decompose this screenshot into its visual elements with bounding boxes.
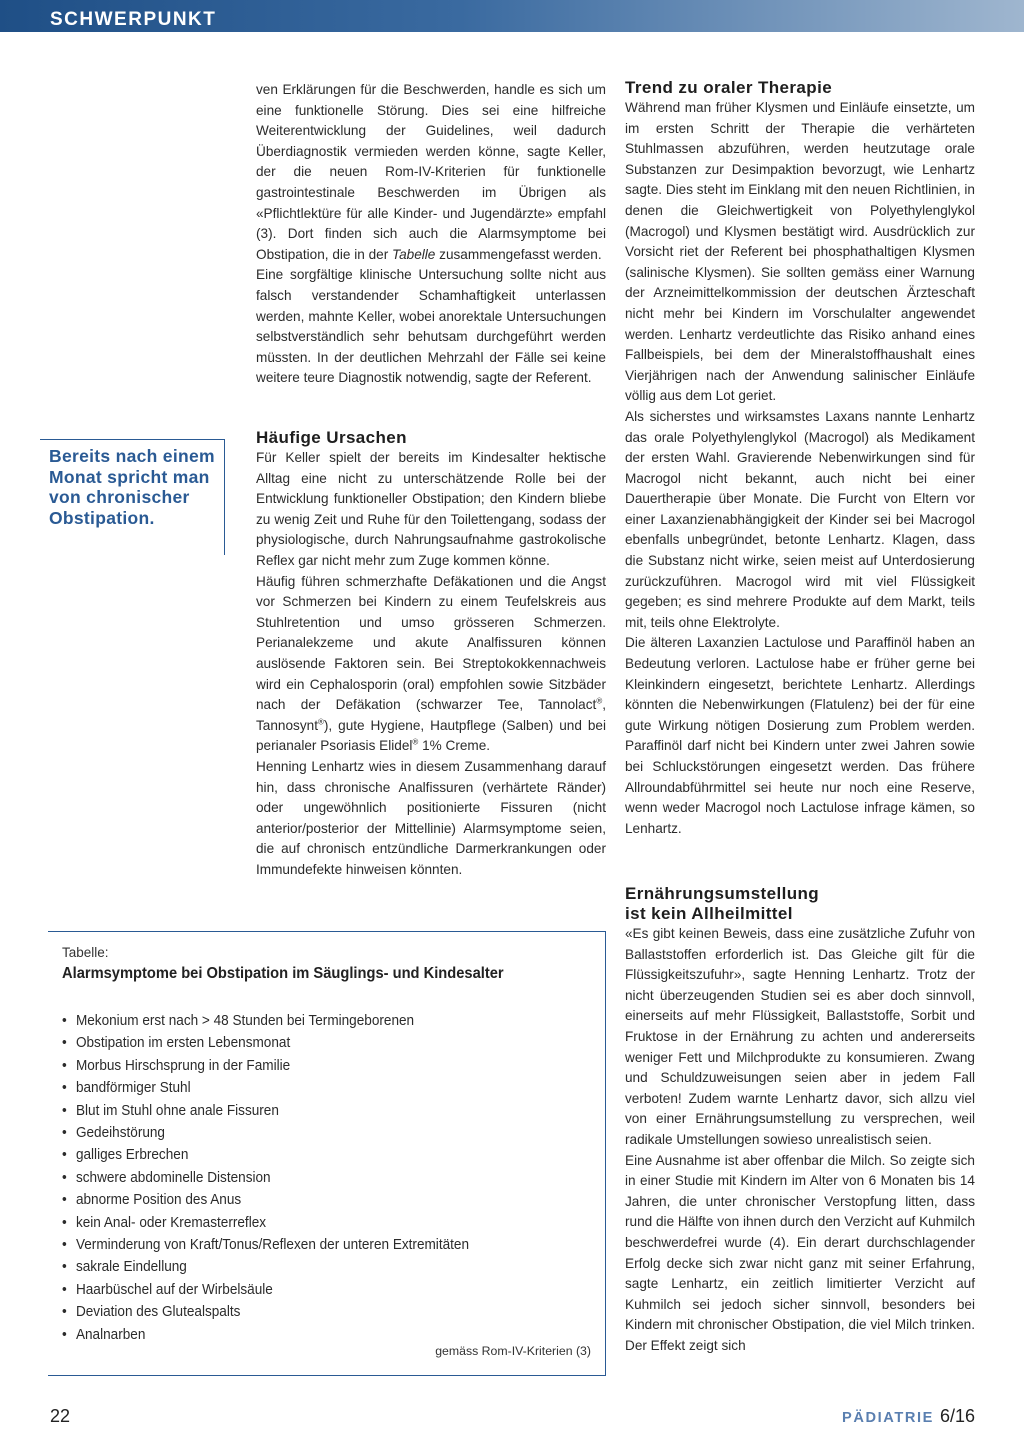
paragraph: Während man früher Klysmen und Einläufe einsetzte, um im ersten Schritt der Therapie die verhärteten Stuhlmassen abzuführen, werden heutzutage orale Substanzen zur Desimpaktion bevorzugt, wie Lenhartz sagte. Dies steht im Einklang mit den neuen Richtlinien, in denen die Gleichwertigkeit von Polyethylenglykol (Macrogol) und Klysmen bestätigt wird. Ausdrücklich zur Vorsicht riet der Referent bei phosphathaltigen Klysmen (salinische Klysmen). Sie sollten gemäss einer Warnung der Arzneimittelkommission der deutschen Ärzteschaft nicht mehr bei Kindern im Vorschulalter angewendet werden. Lenhartz verdeutlichte das Risiko anhand eines Fallbeispiels, bei dem der Mineralstoffhaushalt eines Vierjährigen nach der Anwendung salinischer Einläufe völlig aus dem Lot geriet.: [625, 100, 975, 404]
symptom-list-item: • Morbus Hirschsprung in der Familie: [62, 1055, 555, 1077]
registered-mark: ®: [412, 737, 419, 747]
symptom-list-item: • abnorme Position des Anus: [62, 1189, 555, 1211]
paragraph: Eine sorgfältige klinische Untersuchung sollte nicht aus falsch verstandender Schamhaftigkeit unterlassen werden, mahnte Keller, wobei anorektale Untersuchungen selbstverständlich sehr behutsam durchgeführt werden müssten. In der deutlichen Mehrzahl der Fälle sei keine weitere teure Diagnostik notwendig, sagte der Referent.: [256, 267, 606, 386]
symptom-list-item: • kein Anal- oder Kremasterreflex: [62, 1212, 555, 1234]
symptom-list-item: • Haarbüschel auf der Wirbelsäule: [62, 1279, 555, 1301]
table-caption: Tabelle:: [62, 945, 109, 960]
registered-mark: ®: [596, 696, 603, 706]
symptom-list-item: • Obstipation im ersten Lebensmonat: [62, 1032, 555, 1054]
symptom-list-item: • Blut im Stuhl ohne anale Fissuren: [62, 1100, 555, 1122]
table-title: Alarmsymptome bei Obstipation im Säuglings- und Kindesalter: [62, 965, 504, 982]
paragraph: Henning Lenhartz wies in diesem Zusammenhang darauf hin, dass chronische Analfissuren (verhärtete Ränder) oder ungewöhnlich positionierte Fissuren (nicht anterior/posterior der Mittellinie) Alarmsymptome seien, die auf chronisch entzündliche Darmerkrankungen oder Immundefekte hinweisen könnten.: [256, 758, 606, 877]
paragraph: «Es gibt keinen Beweis, dass eine zusätzliche Zufuhr von Ballaststoffen erforderlich ist. Das Gleiche gilt für die Flüssigkeitszufuhr», sagte Henning Lenhartz. Trotz der nicht überzeugenden Studien sei es aber doch sinnvoll, einerseits auf mehr Flüssigkeit, Ballaststoffe, Sorbit und Fruktose in der Ernährung zu achten und andererseits weniger Fett und Milchprodukte zu konsumieren. Zwang und Schuldzuweisungen seien aber in jedem Fall verboten! Zudem warnte Lenhartz davor, sich allzu viel von einer Ernährungsumstellung zu versprechen, weil radikale Umstellungen sowieso unrealistisch seien.: [625, 926, 975, 1147]
registered-mark: ®: [317, 717, 324, 727]
symptom-list-item: • Mekonium erst nach > 48 Stunden bei Termingeborenen: [62, 1010, 555, 1032]
magazine-logo: PÄDIATRIE: [842, 1410, 934, 1426]
symptom-list-item: • galliges Erbrechen: [62, 1144, 555, 1166]
issue-number: 6/16: [940, 1406, 976, 1426]
symptom-list-item: • Verminderung von Kraft/Tonus/Reflexen der unteren Extremitäten: [62, 1234, 555, 1256]
section-heading: Ernährungsumstellung ist kein Allheilmittel: [625, 884, 820, 923]
article-column-middle-bottom: [256, 428, 606, 880]
pull-quote-text: Bereits nach einem Monat spricht man von chronischer Obstipation.: [49, 446, 215, 528]
paragraph: Für Keller spielt der bereits im Kindesalter hektische Alltag eine nicht zu unterschätzende Rolle bei der Entwicklung funktioneller Obstipation; den Kindern bliebe zu wenig Zeit und Ruhe für den Toilettengang, sodass der physiologische, durch Nahrungsaufnahme gastrokolische Reflex gar nicht mehr zum Zuge kommen könne.: [256, 450, 606, 568]
page-number: 22: [50, 1406, 71, 1426]
article-column-middle-top: [256, 80, 606, 389]
table-reference: Tabelle: [392, 246, 436, 262]
symptom-list-item: • Analnarben: [62, 1324, 555, 1346]
paragraph: Eine Ausnahme ist aber offenbar die Milch. So zeigte sich in einer Studie mit Kindern im Alter von 6 Monaten bis 14 Jahren, die unter chronischer Verstopfung litten, dass rund die Hälfte von ihnen durch den Verzicht auf Kuhmilch beschwerdefrei wurde (4). Ein derart durchschlagender Erfolg decke sich zwar nicht ganz mit seiner Erfahrung, sagte Lenhartz, ein zeitlich limitierter Verzicht auf Kuhmilch sei jedoch sicher sinnvoll, besonders bei Kindern mit chronischer Obstipation, die viel Milch trinken. Der Effekt zeigt sich: [625, 1152, 975, 1353]
paragraph: Häufig führen schmerzhafte Defäkationen und die Angst vor Schmerzen bei Kindern zu einem Teufelskreis aus Stuhlretention und umso grösseren Schmerzen. Perianalekzeme und akute Analfissuren können auslösende Faktoren sein. Bei Streptokokkennachweis wird ein Cephalosporin (oral) empfohlen sowie Sitzbäder nach der Defäkation (schwarzer Tee, Tannolact®, Tannosynt®), gute Hygiene, Hautpflege (Salben) und bei perianaler Psoriasis Elidel® 1% Creme.: [256, 573, 606, 754]
symptom-list-item: • Gedeihstörung: [62, 1122, 555, 1144]
section-label: SCHWERPUNKT: [50, 9, 217, 30]
section-heading: Häufige Ursachen: [256, 428, 407, 447]
alarm-symptoms-table: [48, 931, 606, 1376]
section-header-bar: [0, 0, 1024, 32]
table-source: gemäss Rom-IV-Kriterien (3): [435, 1344, 591, 1358]
article-column-right-bottom: [625, 884, 975, 1356]
paragraph: ven Erklärungen für die Beschwerden, handle es sich um eine funktionelle Störung. Dies sei eine hilfreiche Weiterentwicklung der Guidelines, weil dadurch Überdiagnostik vermieden werden könne, sagte Keller, der die neuen Rom-IV-Kriterien für funktionelle gastrointestinale Beschwerden im Übrigen als «Pflichtlektüre für alle Kinder- und Jugendärzte» empfahl (3). Dort finden sich auch die Alarmsymptome bei Obstipation, die in der Tabelle zusammengefasst werden.: [256, 82, 606, 262]
pull-quote-box: [40, 439, 225, 555]
article-column-right-top: [625, 78, 975, 839]
symptom-list-item: • Deviation des Glutealspalts: [62, 1301, 555, 1323]
symptom-list-item: • sakrale Eindellung: [62, 1256, 555, 1278]
symptom-list: [62, 1010, 592, 1346]
section-heading: Trend zu oraler Therapie: [625, 78, 833, 97]
symptom-list-item: • bandförmiger Stuhl: [62, 1077, 555, 1099]
symptom-list-item: • schwere abdominelle Distension: [62, 1167, 555, 1189]
paragraph: Als sicherstes und wirksamstes Laxans nannte Lenhartz das orale Polyethylenglykol (Macrogol) als Medikament der ersten Wahl. Gravierende Nebenwirkungen sind für Macrogol nicht bekannt, auch nicht bei einer Dauertherapie über Monate. Die Furcht von Eltern vor einer Laxanzienabhängigkeit der Kinder sei bei Macrogol ebenfalls unbegründet, betonte Lenhartz. Klagen, dass die Substanz nicht wirke, seien meist auf Unterdosierung zurückzuführen. Macrogol wird mit viel Flüssigkeit gegeben; es sind mehrere Produkte auf dem Markt, teils mit, teils ohne Elektrolyte.: [625, 408, 975, 630]
paragraph: Die älteren Laxanzien Lactulose und Paraffinöl haben an Bedeutung verloren. Lactulose habe er früher gerne bei Kleinkindern eingesetzt, berichtete Lenhartz. Allerdings könnten die Nebenwirkungen (Flatulenz) bei der für eine gute Wirkung nötigen Dosierung zum Problem werden. Paraffinöl darf nicht bei Kindern unter zwei Jahren sowie bei Schluckstörungen eingesetzt werden. Das frühere Allroundabführmittel sei heute nur noch eine Reserve, wenn weder Macrogol noch Lactulose infrage kämen, so Lenhartz.: [625, 635, 975, 836]
